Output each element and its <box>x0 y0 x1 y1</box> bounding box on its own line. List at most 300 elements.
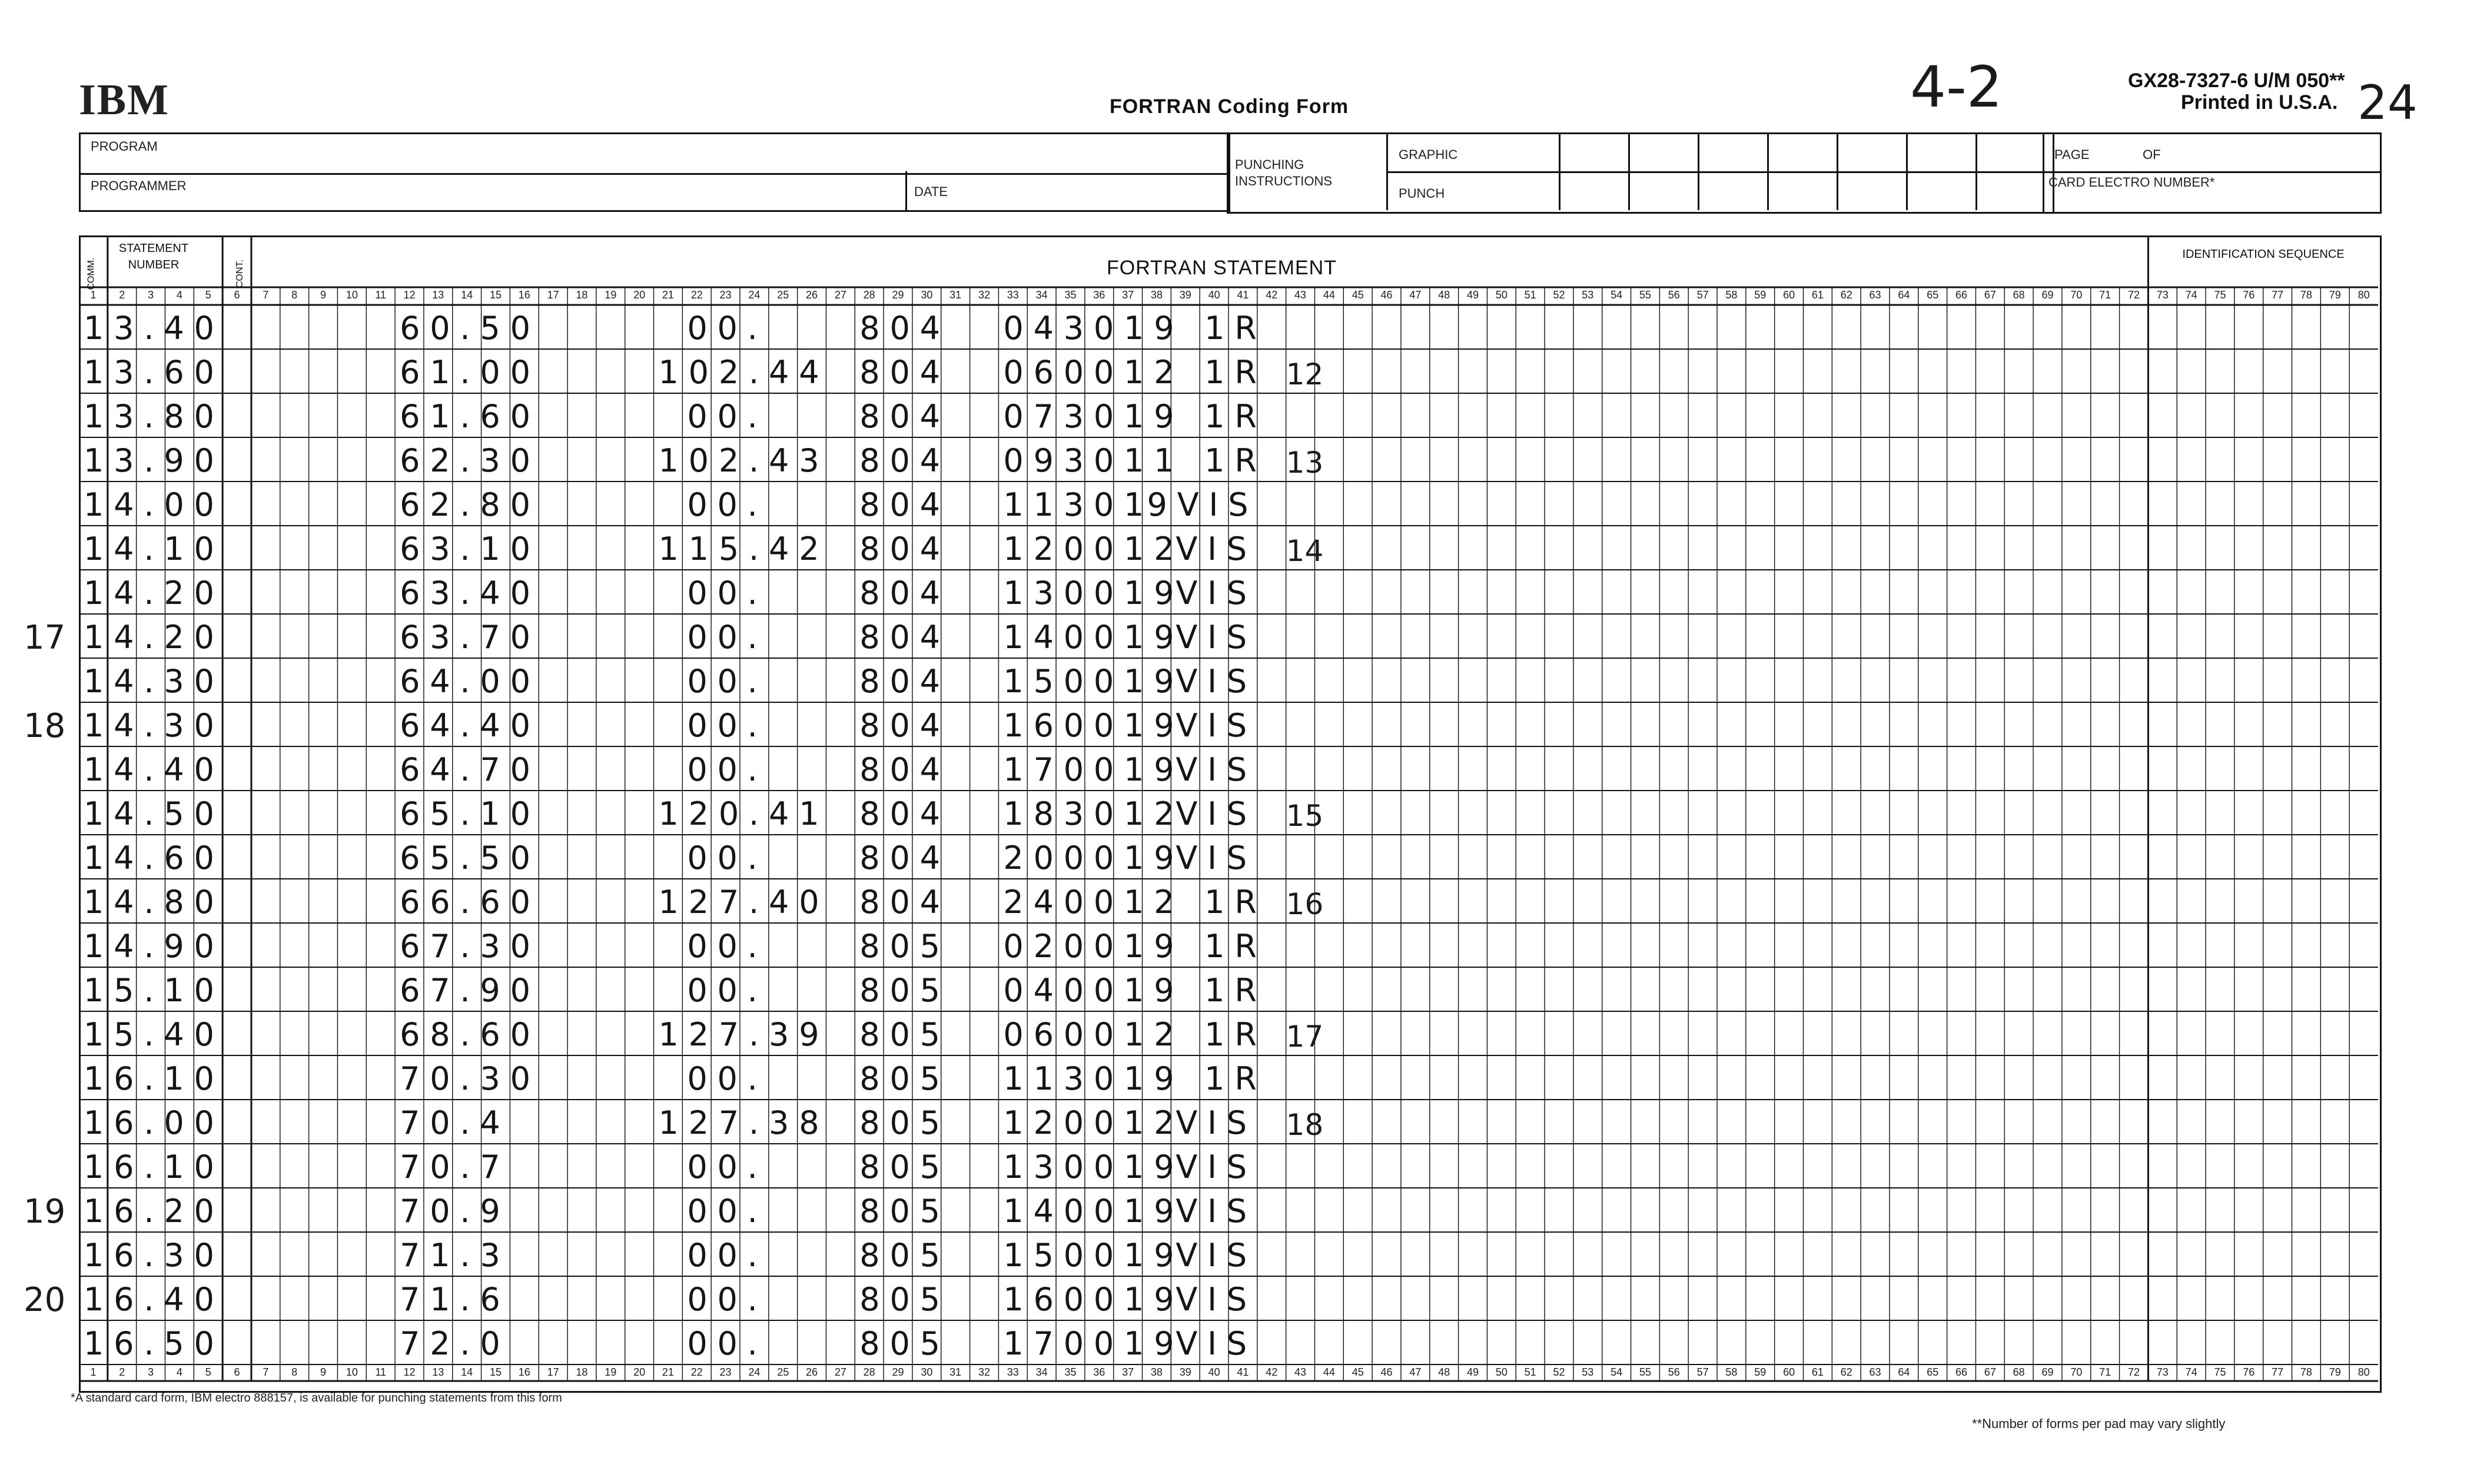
field-5-cell[interactable]: 120012 <box>1003 530 1184 567</box>
column-number: 75 <box>2214 289 2226 301</box>
field-4-cell[interactable]: 804 <box>859 398 950 435</box>
column-number: 36 <box>1093 289 1105 301</box>
field-5-cell[interactable]: 043019 <box>1003 310 1184 347</box>
value-cell[interactable]: 70.9 <box>400 1193 510 1230</box>
column-number: 56 <box>1668 1366 1680 1378</box>
right-annotation: 13 <box>1286 446 1324 480</box>
field-4-cell[interactable]: 804 <box>859 795 950 832</box>
field-3-cell[interactable]: 00. <box>687 839 768 877</box>
value-cell[interactable]: 64.00 <box>400 663 540 700</box>
value-cell[interactable]: 68.60 <box>400 1016 540 1053</box>
value-cell[interactable]: 60.50 <box>400 310 540 347</box>
statement-number-cell[interactable]: 16.30 <box>84 1237 224 1274</box>
field-6-cell[interactable]: VIS <box>1176 795 1257 832</box>
field-4-cell[interactable]: 804 <box>859 619 950 656</box>
column-number: 29 <box>892 1366 904 1378</box>
column-number: 1 <box>90 289 97 301</box>
column-number: 4 <box>176 289 182 301</box>
field-3-cell[interactable]: 00. <box>687 1281 768 1318</box>
column-number: 38 <box>1150 1366 1163 1378</box>
column-number: 77 <box>2272 289 2284 301</box>
column-number: 55 <box>1639 1366 1651 1378</box>
field-3-cell[interactable]: 00. <box>687 575 768 612</box>
field-5-cell[interactable]: 170019 <box>1003 751 1184 788</box>
value-cell[interactable]: 71.6 <box>400 1281 510 1318</box>
column-number: 43 <box>1294 289 1307 301</box>
field-4-cell[interactable]: 804 <box>859 575 950 612</box>
footer-left-note: *A standard card form, IBM electro 888157, is available for punching statements from this form <box>71 1392 562 1405</box>
field-6-cell[interactable]: 1R <box>1204 1060 1267 1097</box>
column-number: 47 <box>1409 1366 1422 1378</box>
value-cell[interactable]: 65.10 <box>400 795 540 832</box>
statement-number-cell[interactable]: 15.40 <box>84 1016 224 1053</box>
column-number: 5 <box>205 289 211 301</box>
column-number: 73 <box>2156 1366 2169 1378</box>
column-number: 12 <box>403 1366 416 1378</box>
column-number: 48 <box>1438 289 1450 301</box>
statement-number-cell[interactable]: 14.50 <box>84 795 224 832</box>
column-number: 8 <box>291 1366 298 1378</box>
column-number: 44 <box>1323 289 1335 301</box>
field-3-cell[interactable]: 00. <box>687 663 768 700</box>
field-5-cell[interactable]: 183012 <box>1003 795 1184 832</box>
field-3-cell[interactable]: 127.39 <box>658 1016 829 1053</box>
column-number: 56 <box>1668 289 1680 301</box>
value-cell[interactable]: 72.0 <box>400 1325 510 1362</box>
column-number: 17 <box>547 1366 559 1378</box>
value-cell[interactable]: 70.30 <box>400 1060 540 1097</box>
field-4-cell[interactable]: 805 <box>859 1016 950 1053</box>
column-number: 60 <box>1783 1366 1795 1378</box>
statement-number-cell[interactable]: 14.40 <box>84 751 224 788</box>
column-number: 27 <box>834 1366 846 1378</box>
column-number: 12 <box>403 289 416 301</box>
field-3-cell[interactable]: 120.41 <box>658 795 829 832</box>
column-number: 79 <box>2329 1366 2341 1378</box>
field-4-cell[interactable]: 805 <box>859 1281 950 1318</box>
column-number: 62 <box>1840 289 1852 301</box>
field-6-cell[interactable]: 1R <box>1204 398 1267 435</box>
margin-annotation: 18 <box>24 707 66 745</box>
statement-number-cell[interactable]: 13.90 <box>84 442 224 479</box>
column-number: 65 <box>1927 1366 1939 1378</box>
right-annotation: 15 <box>1286 799 1324 833</box>
column-number: 33 <box>1007 289 1019 301</box>
column-number: 37 <box>1122 1366 1134 1378</box>
column-number: 46 <box>1380 289 1393 301</box>
column-number: 58 <box>1725 1366 1738 1378</box>
field-5-cell[interactable]: 120012 <box>1003 1104 1184 1141</box>
column-number: 6 <box>234 289 240 301</box>
graphic-label: GRAPHIC <box>1399 147 1458 162</box>
statement-number-cell[interactable]: 13.60 <box>84 354 224 391</box>
statement-number-cell[interactable]: 16.50 <box>84 1325 224 1362</box>
field-4-cell[interactable]: 805 <box>859 1237 950 1274</box>
value-cell[interactable]: 62.30 <box>400 442 540 479</box>
statement-number-cell[interactable]: 16.20 <box>84 1193 224 1230</box>
column-number: 73 <box>2156 289 2169 301</box>
field-5-cell[interactable]: 170019 <box>1003 1325 1184 1362</box>
field-3-cell[interactable]: 127.40 <box>658 884 829 921</box>
column-number: 59 <box>1754 289 1767 301</box>
page-label: PAGE <box>2054 147 2090 162</box>
column-number: 70 <box>2070 289 2083 301</box>
column-number: 10 <box>346 289 358 301</box>
column-number: 51 <box>1524 1366 1536 1378</box>
margin-annotation: 20 <box>24 1281 66 1319</box>
column-number: 7 <box>263 289 269 301</box>
statement-number-cell[interactable]: 16.00 <box>84 1104 224 1141</box>
field-5-cell[interactable]: 200019 <box>1003 839 1184 877</box>
column-number: 34 <box>1035 289 1048 301</box>
of-label: OF <box>2143 147 2161 162</box>
statement-number-cell[interactable]: 13.40 <box>84 310 224 347</box>
field-3-cell[interactable]: 00. <box>687 928 768 965</box>
field-5-cell[interactable]: 140019 <box>1003 619 1184 656</box>
field-5-cell[interactable]: 150019 <box>1003 663 1184 700</box>
column-number: 18 <box>576 1366 588 1378</box>
field-5-cell[interactable]: 073019 <box>1003 398 1184 435</box>
identification-sequence-label: IDENTIFICATION SEQUENCE <box>2182 248 2345 261</box>
program-label: PROGRAM <box>91 139 158 154</box>
column-number: 6 <box>234 1366 240 1378</box>
column-number: 35 <box>1064 1366 1077 1378</box>
column-number: 53 <box>1582 1366 1594 1378</box>
column-number: 65 <box>1927 289 1939 301</box>
field-6-cell[interactable]: VIS <box>1176 707 1257 744</box>
field-5-cell[interactable]: 11301 <box>1003 486 1154 523</box>
column-number: 3 <box>148 289 154 301</box>
column-number: 52 <box>1553 1366 1565 1378</box>
statement-number-cell[interactable]: 14.30 <box>84 707 224 744</box>
field-3-cell[interactable]: 00. <box>687 972 768 1009</box>
value-cell[interactable]: 70.4 <box>400 1104 510 1141</box>
column-number: 13 <box>432 1366 444 1378</box>
statement-number-cell[interactable]: 14.60 <box>84 839 224 877</box>
column-number: 8 <box>291 289 298 301</box>
field-3-cell[interactable]: 102.43 <box>658 442 829 479</box>
ibm-logo: IBM <box>79 76 170 124</box>
column-number: 41 <box>1237 289 1249 301</box>
cont-label: CONT. <box>235 260 245 288</box>
value-cell[interactable]: 63.10 <box>400 530 540 567</box>
field-5-cell[interactable]: 113019 <box>1003 1060 1184 1097</box>
field-6-cell[interactable]: 1R <box>1204 884 1267 921</box>
column-number: 9 <box>320 289 326 301</box>
column-number: 74 <box>2185 289 2197 301</box>
statement-number-cell[interactable]: 14.00 <box>84 486 224 523</box>
value-cell[interactable]: 61.60 <box>400 398 540 435</box>
field-3-cell[interactable]: 00. <box>687 486 768 523</box>
value-cell[interactable]: 66.60 <box>400 884 540 921</box>
value-cell[interactable]: 64.40 <box>400 707 540 744</box>
field-5-cell[interactable]: 240012 <box>1003 884 1184 921</box>
column-number: 68 <box>2013 289 2025 301</box>
field-5-cell[interactable]: 160019 <box>1003 1281 1184 1318</box>
footer-right-note: **Number of forms per pad may vary slightly <box>1972 1416 2226 1431</box>
column-number: 55 <box>1639 289 1651 301</box>
column-number: 2 <box>119 289 125 301</box>
statement-number-cell[interactable]: 14.90 <box>84 928 224 965</box>
column-number: 79 <box>2329 289 2341 301</box>
field-3-cell[interactable]: 00. <box>687 1148 768 1186</box>
field-5-cell[interactable]: 040019 <box>1003 972 1184 1009</box>
column-number: 40 <box>1208 1366 1220 1378</box>
field-4-cell[interactable]: 805 <box>859 1104 950 1141</box>
statement-number-cell[interactable]: 14.30 <box>84 663 224 700</box>
column-number: 78 <box>2300 1366 2312 1378</box>
column-number: 14 <box>461 289 473 301</box>
value-cell[interactable]: 65.50 <box>400 839 540 877</box>
column-number: 76 <box>2243 1366 2255 1378</box>
value-cell[interactable]: 63.70 <box>400 619 540 656</box>
column-number: 43 <box>1294 1366 1307 1378</box>
right-annotation: 16 <box>1286 887 1324 921</box>
column-number: 72 <box>2127 289 2140 301</box>
field-3-cell[interactable]: 00. <box>687 619 768 656</box>
column-number: 34 <box>1035 1366 1048 1378</box>
field-4-cell[interactable]: 805 <box>859 1148 950 1186</box>
column-number: 71 <box>2099 1366 2111 1378</box>
field-6-cell[interactable]: VIS <box>1176 839 1257 877</box>
column-number: 14 <box>461 1366 473 1378</box>
field-4-cell[interactable]: 805 <box>859 972 950 1009</box>
field-6-cell[interactable]: VIS <box>1176 1281 1257 1318</box>
field-4-cell[interactable]: 805 <box>859 928 950 965</box>
field-3-cell[interactable]: 00. <box>687 1193 768 1230</box>
column-number: 63 <box>1869 1366 1881 1378</box>
column-number: 80 <box>2358 289 2370 301</box>
field-6-cell[interactable]: VIS <box>1176 663 1257 700</box>
value-cell[interactable]: 67.30 <box>400 928 540 965</box>
column-number: 33 <box>1007 1366 1019 1378</box>
field-4-cell[interactable]: 804 <box>859 663 950 700</box>
field-6-cell[interactable]: VIS <box>1176 1237 1257 1274</box>
field-6-cell[interactable]: VIS <box>1176 575 1257 612</box>
column-number: 78 <box>2300 289 2312 301</box>
field-3-cell[interactable]: 00. <box>687 1060 768 1097</box>
field-4-cell[interactable]: 804 <box>859 839 950 877</box>
value-cell[interactable]: 62.80 <box>400 486 540 523</box>
column-number: 28 <box>863 289 875 301</box>
field-3-cell[interactable]: 00. <box>687 751 768 788</box>
value-cell[interactable]: 61.00 <box>400 354 540 391</box>
field-6-cell[interactable]: VIS <box>1176 751 1257 788</box>
field-6-cell[interactable]: 1R <box>1204 354 1267 391</box>
field-4-cell[interactable]: 804 <box>859 530 950 567</box>
column-number: 24 <box>748 1366 761 1378</box>
column-number: 50 <box>1495 289 1508 301</box>
column-number: 67 <box>1984 1366 1996 1378</box>
statement-number-cell[interactable]: 14.10 <box>84 530 224 567</box>
column-number: 15 <box>489 289 502 301</box>
field-3-cell[interactable]: 00. <box>687 310 768 347</box>
column-number: 20 <box>633 1366 646 1378</box>
column-number: 50 <box>1495 1366 1508 1378</box>
column-number: 39 <box>1179 289 1191 301</box>
column-number: 3 <box>148 1366 154 1378</box>
column-number: 61 <box>1811 1366 1824 1378</box>
statement-number-cell[interactable]: 13.80 <box>84 398 224 435</box>
column-number: 11 <box>375 289 386 301</box>
column-number: 38 <box>1150 289 1163 301</box>
field-3-cell[interactable]: 127.38 <box>658 1104 829 1141</box>
column-number: 69 <box>2041 289 2054 301</box>
column-number: 30 <box>921 289 933 301</box>
column-number: 68 <box>2013 1366 2025 1378</box>
column-number: 1 <box>90 1366 97 1378</box>
column-number: 23 <box>719 289 732 301</box>
form-number: GX28-7327-6 U/M 050** <box>2128 69 2345 92</box>
field-6-cell[interactable]: VIS <box>1176 619 1257 656</box>
column-number: 35 <box>1064 289 1077 301</box>
column-number: 25 <box>777 1366 789 1378</box>
field-4-cell[interactable]: 805 <box>859 1325 950 1362</box>
column-number: 72 <box>2127 1366 2140 1378</box>
column-number: 71 <box>2099 289 2111 301</box>
column-number: 13 <box>432 289 444 301</box>
field-5-cell[interactable]: 130019 <box>1003 1148 1184 1186</box>
column-number: 69 <box>2041 1366 2054 1378</box>
column-number: 22 <box>690 289 703 301</box>
field-3-cell[interactable]: 115.42 <box>658 530 829 567</box>
field-4-cell[interactable]: 805 <box>859 1193 950 1230</box>
column-number: 26 <box>806 289 818 301</box>
field-4-cell[interactable]: 804 <box>859 310 950 347</box>
column-number: 32 <box>978 289 990 301</box>
statement-number-label: STATEMENT NUMBER <box>118 242 189 271</box>
field-3-cell[interactable]: 00. <box>687 707 768 744</box>
field-3-cell[interactable]: 00. <box>687 1237 768 1274</box>
column-number: 24 <box>748 289 761 301</box>
column-number: 23 <box>719 1366 732 1378</box>
field-4-cell[interactable]: 804 <box>859 707 950 744</box>
fortran-statement-label: FORTRAN STATEMENT <box>1107 257 1337 279</box>
field-4-cell[interactable]: 804 <box>859 354 950 391</box>
field-5-cell[interactable]: 140019 <box>1003 1193 1184 1230</box>
column-number: 5 <box>205 1366 211 1378</box>
column-number: 21 <box>662 1366 674 1378</box>
field-6-cell[interactable]: 1R <box>1204 972 1267 1009</box>
right-annotation: 17 <box>1286 1020 1324 1054</box>
column-number: 2 <box>119 1366 125 1378</box>
column-number: 36 <box>1093 1366 1105 1378</box>
column-number: 42 <box>1266 289 1278 301</box>
field-6-cell[interactable]: 1R <box>1204 928 1267 965</box>
printed-in: Printed in U.S.A. <box>2181 91 2338 114</box>
field-3-cell[interactable]: 00. <box>687 1325 768 1362</box>
statement-number-cell[interactable]: 14.20 <box>84 575 224 612</box>
column-number: 46 <box>1380 1366 1393 1378</box>
field-6-cell[interactable]: VIS <box>1176 1193 1257 1230</box>
field-5-cell[interactable]: 160019 <box>1003 707 1184 744</box>
field-5-cell[interactable]: 060012 <box>1003 1016 1184 1053</box>
margin-annotation: 17 <box>24 619 66 657</box>
statement-number-cell[interactable]: 16.10 <box>84 1148 224 1186</box>
column-number: 19 <box>605 289 617 301</box>
column-number: 51 <box>1524 289 1536 301</box>
field-4-cell[interactable]: 804 <box>859 884 950 921</box>
statement-number-cell[interactable]: 16.10 <box>84 1060 224 1097</box>
comm-label: COMM. <box>86 257 97 290</box>
statement-number-cell[interactable]: 16.40 <box>84 1281 224 1318</box>
column-number: 31 <box>949 1366 962 1378</box>
column-number: 9 <box>320 1366 326 1378</box>
field-3-cell[interactable]: 102.44 <box>658 354 829 391</box>
column-number: 64 <box>1898 289 1910 301</box>
form-title: FORTRAN Coding Form <box>1110 95 1349 118</box>
value-cell[interactable]: 67.90 <box>400 972 540 1009</box>
right-annotation: 14 <box>1286 534 1324 568</box>
field-5-cell[interactable]: 020019 <box>1003 928 1184 965</box>
value-cell[interactable]: 71.3 <box>400 1237 510 1274</box>
column-number: 62 <box>1840 1366 1852 1378</box>
column-number: 28 <box>863 1366 875 1378</box>
statement-number-cell[interactable]: 15.10 <box>84 972 224 1009</box>
column-number: 11 <box>375 1366 386 1378</box>
field-6-cell[interactable]: VIS <box>1176 1104 1257 1141</box>
column-number: 53 <box>1582 289 1594 301</box>
field-6-cell[interactable]: VIS <box>1176 1148 1257 1186</box>
field-5-cell[interactable]: 093011 <box>1003 442 1184 479</box>
column-number: 25 <box>777 289 789 301</box>
statement-number-cell[interactable]: 14.80 <box>84 884 224 921</box>
column-number: 54 <box>1611 289 1623 301</box>
column-number: 10 <box>346 1366 358 1378</box>
card-electro-label: CARD ELECTRO NUMBER* <box>2048 175 2215 190</box>
value-cell[interactable]: 63.40 <box>400 575 540 612</box>
field-4-cell[interactable]: 805 <box>859 1060 950 1097</box>
date-label: DATE <box>914 184 948 199</box>
column-number: 45 <box>1352 1366 1364 1378</box>
column-number: 60 <box>1783 289 1795 301</box>
punching-label: PUNCHING INSTRUCTIONS <box>1235 157 1332 188</box>
field-5-cell[interactable]: 150019 <box>1003 1237 1184 1274</box>
value-cell[interactable]: 64.70 <box>400 751 540 788</box>
field-4-cell[interactable]: 804 <box>859 442 950 479</box>
punch-label: PUNCH <box>1399 186 1445 201</box>
column-number: 16 <box>518 1366 530 1378</box>
column-number: 29 <box>892 289 904 301</box>
field-6-cell[interactable]: 1R <box>1204 442 1267 479</box>
field-6-cell[interactable]: 9VIS <box>1147 486 1259 523</box>
field-6-cell[interactable]: VIS <box>1176 530 1257 567</box>
column-number: 80 <box>2358 1366 2370 1378</box>
column-number: 66 <box>1955 1366 1968 1378</box>
column-number: 58 <box>1725 289 1738 301</box>
field-3-cell[interactable]: 00. <box>687 398 768 435</box>
statement-number-cell[interactable]: 14.20 <box>84 619 224 656</box>
field-5-cell[interactable]: 130019 <box>1003 575 1184 612</box>
value-cell[interactable]: 70.7 <box>400 1148 510 1186</box>
field-4-cell[interactable]: 804 <box>859 486 950 523</box>
column-number: 32 <box>978 1366 990 1378</box>
column-number: 66 <box>1955 289 1968 301</box>
field-5-cell[interactable]: 060012 <box>1003 354 1184 391</box>
column-number: 48 <box>1438 1366 1450 1378</box>
column-number: 22 <box>690 1366 703 1378</box>
column-number: 7 <box>263 1366 269 1378</box>
field-6-cell[interactable]: VIS <box>1176 1325 1257 1362</box>
field-4-cell[interactable]: 804 <box>859 751 950 788</box>
column-number: 16 <box>518 289 530 301</box>
field-6-cell[interactable]: 1R <box>1204 310 1267 347</box>
column-number: 27 <box>834 289 846 301</box>
column-number: 54 <box>1611 1366 1623 1378</box>
field-6-cell[interactable]: 1R <box>1204 1016 1267 1053</box>
column-number: 4 <box>176 1366 182 1378</box>
column-number: 77 <box>2272 1366 2284 1378</box>
